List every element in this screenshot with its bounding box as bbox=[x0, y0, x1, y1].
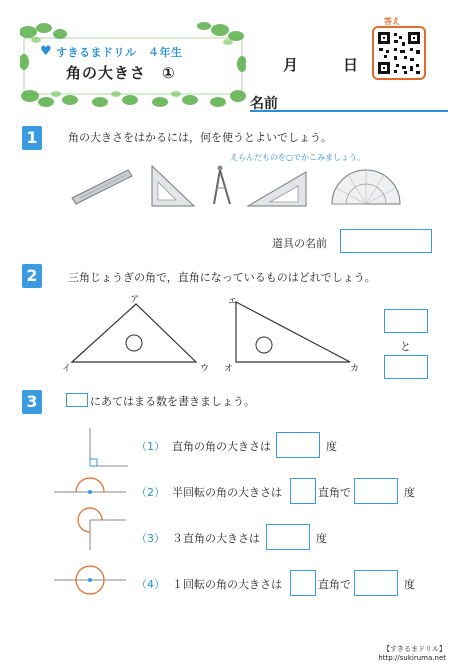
item-1-text: 直角の角の大きさは bbox=[172, 440, 271, 453]
tool-name-input[interactable] bbox=[340, 229, 432, 253]
protractor-icon[interactable] bbox=[332, 170, 400, 204]
tools-row bbox=[70, 162, 442, 210]
vertex-o: オ bbox=[224, 364, 234, 374]
question-3-number: 3 bbox=[22, 390, 42, 414]
full-turn-figure bbox=[54, 566, 126, 594]
right-angle-figure bbox=[90, 428, 128, 466]
answer-label: 答え bbox=[384, 17, 400, 26]
angle-figures bbox=[50, 420, 130, 600]
item-4-answer-right-angles[interactable] bbox=[290, 570, 316, 596]
item-4-unit: 度 bbox=[404, 578, 415, 591]
item-1-number: （1） bbox=[136, 440, 165, 453]
question-1-text: 角の大きさをはかるには，何を使うとよいでしょう。 bbox=[68, 131, 332, 144]
question-1-number: 1 bbox=[22, 126, 42, 150]
name-field[interactable] bbox=[250, 110, 448, 112]
item-4-number: （4） bbox=[136, 578, 165, 591]
vertex-ka: カ bbox=[350, 364, 360, 374]
vertex-i: イ bbox=[62, 364, 72, 374]
item-1-unit: 度 bbox=[326, 440, 337, 453]
name-label: 名前 bbox=[250, 96, 278, 112]
right-angle-answer-2[interactable] bbox=[384, 355, 428, 379]
ruler-icon[interactable] bbox=[72, 170, 132, 204]
footer-brand: 【すきるまドリル】 bbox=[383, 645, 446, 653]
item-3-unit: 度 bbox=[316, 532, 327, 545]
brand-label: すきるまドリル ４年生 bbox=[56, 46, 183, 59]
item-2-number: （2） bbox=[136, 486, 165, 499]
item-3-number: （3） bbox=[136, 532, 165, 545]
item-2-unit: 度 bbox=[404, 486, 415, 499]
item-2-answer-degrees[interactable] bbox=[354, 478, 398, 504]
item-3-answer[interactable] bbox=[266, 524, 310, 550]
footer-url[interactable]: http://sukiruma.net bbox=[378, 654, 446, 662]
blank-box-sample bbox=[66, 393, 88, 407]
set-square-45-icon[interactable] bbox=[248, 172, 306, 206]
qr-code[interactable] bbox=[372, 26, 426, 80]
item-1-answer[interactable] bbox=[276, 432, 320, 458]
three-right-angles-figure bbox=[78, 508, 126, 550]
question-3-text: にあてはまる数を書きましょう。 bbox=[90, 395, 255, 408]
compass-icon[interactable] bbox=[214, 166, 230, 205]
item-2-text: 半回転の角の大きさは bbox=[172, 486, 282, 499]
month-label: 月 bbox=[283, 56, 299, 74]
tool-name-label: 道具の名前 bbox=[272, 237, 327, 250]
item-4-mid: 直角で bbox=[318, 578, 351, 591]
item-4-answer-degrees[interactable] bbox=[354, 570, 398, 596]
triangles-figure bbox=[60, 292, 360, 372]
question-2-number: 2 bbox=[22, 264, 42, 288]
item-2-mid: 直角で bbox=[318, 486, 351, 499]
item-2-answer-right-angles[interactable] bbox=[290, 478, 316, 504]
item-4-text: １回転の角の大きさは bbox=[172, 578, 282, 591]
heart-icon: ♥ bbox=[40, 44, 52, 59]
item-3-text: ３直角の大きさは bbox=[172, 532, 260, 545]
vertex-a: ア bbox=[130, 295, 140, 305]
question-1-hint: えらんだものを○でかこみましょう。 bbox=[230, 153, 365, 162]
and-label: と bbox=[400, 340, 411, 353]
half-turn-figure bbox=[54, 478, 126, 494]
vertex-u: ウ bbox=[200, 364, 210, 374]
page-title: 角の大きさ ① bbox=[66, 64, 176, 82]
question-2-text: 三角じょうぎの角で，直角になっているものはどれでしょう。 bbox=[68, 271, 376, 284]
right-angle-answer-1[interactable] bbox=[384, 309, 428, 333]
set-square-icon[interactable] bbox=[152, 166, 194, 206]
vertex-e: エ bbox=[228, 297, 238, 307]
day-label: 日 bbox=[343, 56, 359, 74]
qr-code-icon bbox=[374, 28, 424, 78]
